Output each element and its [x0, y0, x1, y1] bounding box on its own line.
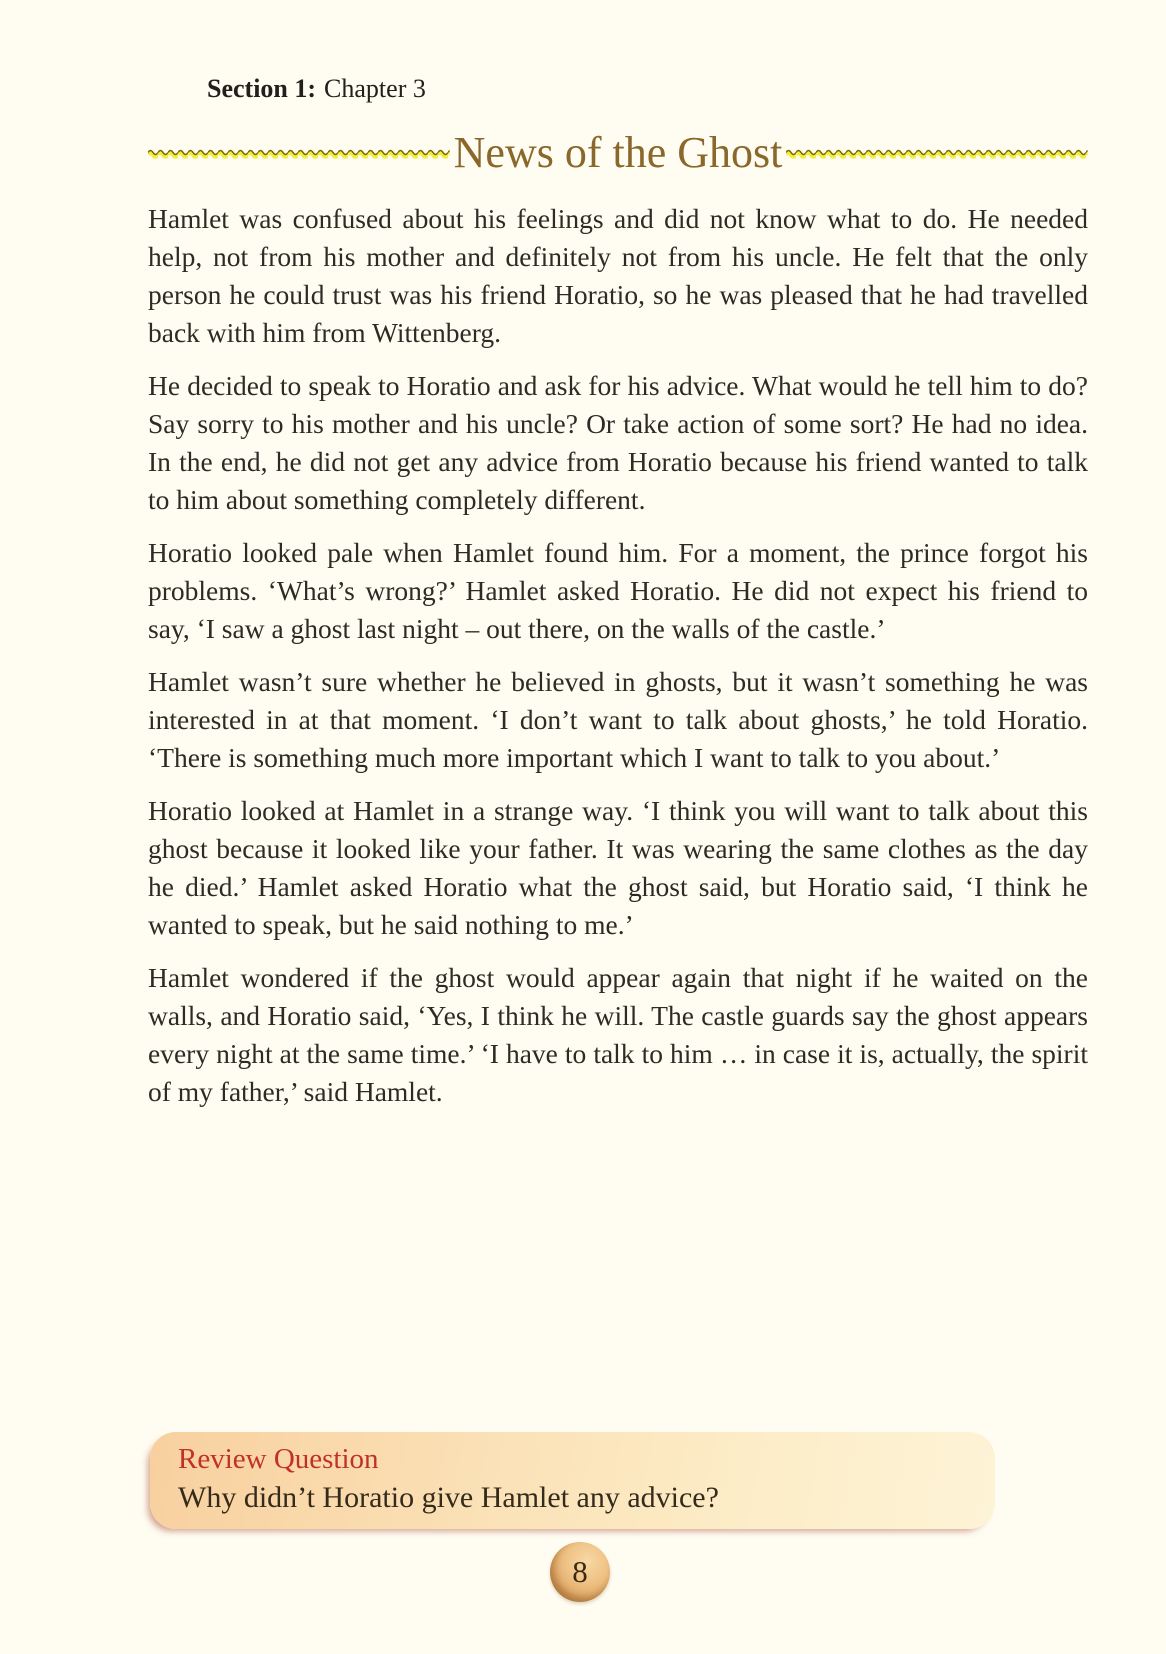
title-row [148, 126, 1088, 180]
paragraph: Hamlet wondered if the ghost would appear again that night if he waited on the walls, and Horatio said, ‘Yes, I think he will. The castle guards say the ghost appears every night at the same time.’ ‘I have to talk to him … in case it is, actually, the spirit of my father,’ said Hamlet. [148, 962, 1088, 1107]
paragraph: Hamlet wasn’t sure whether he believed in ghosts, but it wasn’t something he was interested in at that moment. ‘I don’t want to talk about ghosts,’ he told Horatio. ‘There is something much more important which I want to talk to you about.’ [148, 666, 1088, 773]
squiggle-divider-left [148, 147, 450, 160]
paragraph: Horatio looked pale when Hamlet found him. For a moment, the prince forgot his problems. ‘What’s wrong?’ Hamlet asked Horatio. He did not expect his friend to say, ‘I saw a ghost last night – out there, on the walls of the castle.’ [148, 537, 1088, 644]
page-number-badge [550, 1542, 610, 1602]
chapter-header [207, 0, 1166, 104]
paragraph: Hamlet was confused about his feelings and did not know what to do. He needed help, not from his mother and definitely not from his uncle. He felt that the only person he could trust was his friend Horatio, so he was pleased that he had travelled back with him from Wittenberg. [148, 203, 1088, 348]
paragraph: Horatio looked at Hamlet in a strange way. ‘I think you will want to talk about this ghost because it looked like your father. It was wearing the same clothes as the day he died.’ Hamlet asked Horatio what the ghost said, but Horatio said, ‘I think he wanted to speak, but he said nothing to me.’ [148, 795, 1088, 940]
paragraph: He decided to speak to Horatio and ask for his advice. What would he tell him to do? Say sorry to his mother and his uncle? Or take action of some sort? He had no idea. In the end, he did not get any advice from Horatio because his friend wanted to talk to him about something completely different. [148, 370, 1088, 515]
review-question-text: Why didn’t Horatio give Hamlet any advice? [178, 1481, 719, 1515]
chapter-label: Chapter 3 [324, 74, 426, 103]
review-question-box [150, 1432, 995, 1529]
squiggle-divider-right [786, 147, 1088, 160]
page-title: News of the Ghost [453, 128, 783, 177]
review-question-heading: Review Question [178, 1443, 379, 1475]
story-text [148, 200, 1088, 1111]
page-number: 8 [572, 1554, 588, 1589]
section-label: Section 1: [207, 74, 317, 103]
